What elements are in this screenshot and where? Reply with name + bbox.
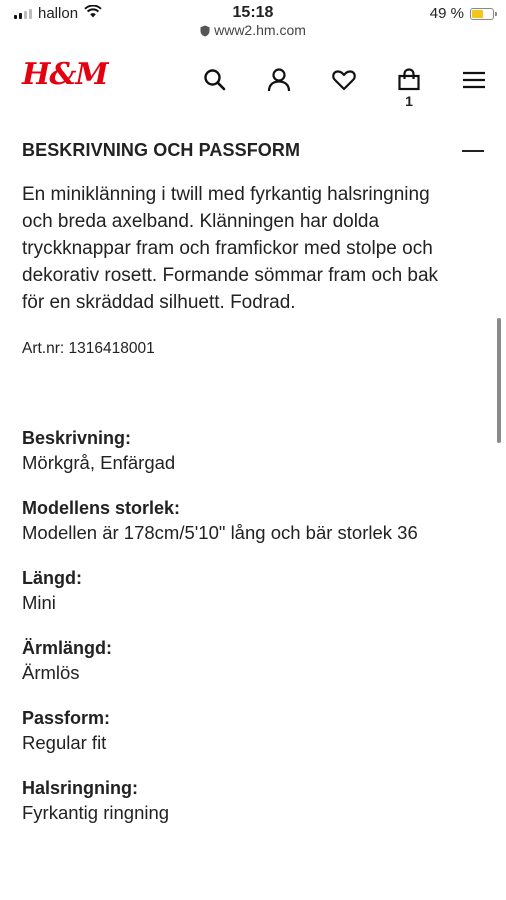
carrier-name: hallon (38, 5, 79, 22)
product-description (22, 181, 488, 316)
cart-button[interactable] (396, 67, 422, 93)
scrollbar[interactable] (497, 318, 501, 443)
attribute-value: Mörkgrå, Enfärgad (22, 452, 176, 473)
battery-percent: 49 % (429, 5, 464, 22)
shield-icon (200, 24, 210, 40)
search-button[interactable] (202, 67, 228, 93)
attribute-value: Ärmlös (22, 662, 80, 683)
attribute-label: Ärmlängd: (22, 638, 112, 658)
attribute-item (22, 566, 492, 615)
menu-icon (461, 67, 487, 93)
bag-icon (396, 67, 422, 93)
account-icon (266, 67, 292, 93)
site-header (0, 45, 506, 115)
attribute-item (22, 496, 492, 545)
attribute-item (22, 426, 492, 475)
favorites-button[interactable] (331, 67, 357, 93)
description-line: dekorativ rosett. Formande sömmar fram och bak (22, 265, 439, 286)
heart-icon (331, 67, 357, 93)
attribute-label: Passform: (22, 708, 111, 728)
url-text: www2.hm.com (214, 22, 306, 38)
hm-logo[interactable]: H&M (22, 57, 108, 92)
article-number: Art.nr: 1316418001 (22, 340, 155, 357)
attribute-item (22, 706, 492, 755)
cart-count: 1 (405, 93, 413, 109)
battery-icon (470, 8, 494, 20)
description-line: tryckknappar fram och framfickor med stolpe och (22, 238, 433, 259)
battery-indicator (430, 5, 494, 22)
description-line: En miniklänning i twill med fyrkantig halsringning (22, 184, 430, 205)
description-line: och breda axelband. Klänningen har dolda (22, 211, 380, 232)
search-icon (202, 67, 228, 93)
attribute-label: Beskrivning: (22, 428, 132, 448)
attribute-label: Längd: (22, 568, 82, 588)
collapse-icon[interactable] (462, 150, 484, 152)
attribute-label: Halsringning: (22, 778, 138, 798)
address-bar[interactable] (0, 22, 506, 40)
attribute-value: Fyrkantig ringning (22, 802, 170, 823)
attribute-value: Mini (22, 592, 56, 613)
account-button[interactable] (266, 67, 292, 93)
attribute-item (22, 636, 492, 685)
attribute-item (22, 776, 492, 825)
section-title[interactable]: BESKRIVNING OCH PASSFORM (22, 140, 301, 160)
attribute-value: Modellen är 178cm/5'10" lång och bär storlek 36 (22, 522, 418, 543)
attribute-label: Modellens storlek: (22, 498, 181, 518)
description-line: för en skräddad silhuett. Fodrad. (22, 292, 296, 313)
status-time: 15:18 (232, 4, 274, 21)
attribute-value: Regular fit (22, 732, 107, 753)
attribute-list (22, 426, 492, 846)
menu-button[interactable] (461, 67, 487, 93)
